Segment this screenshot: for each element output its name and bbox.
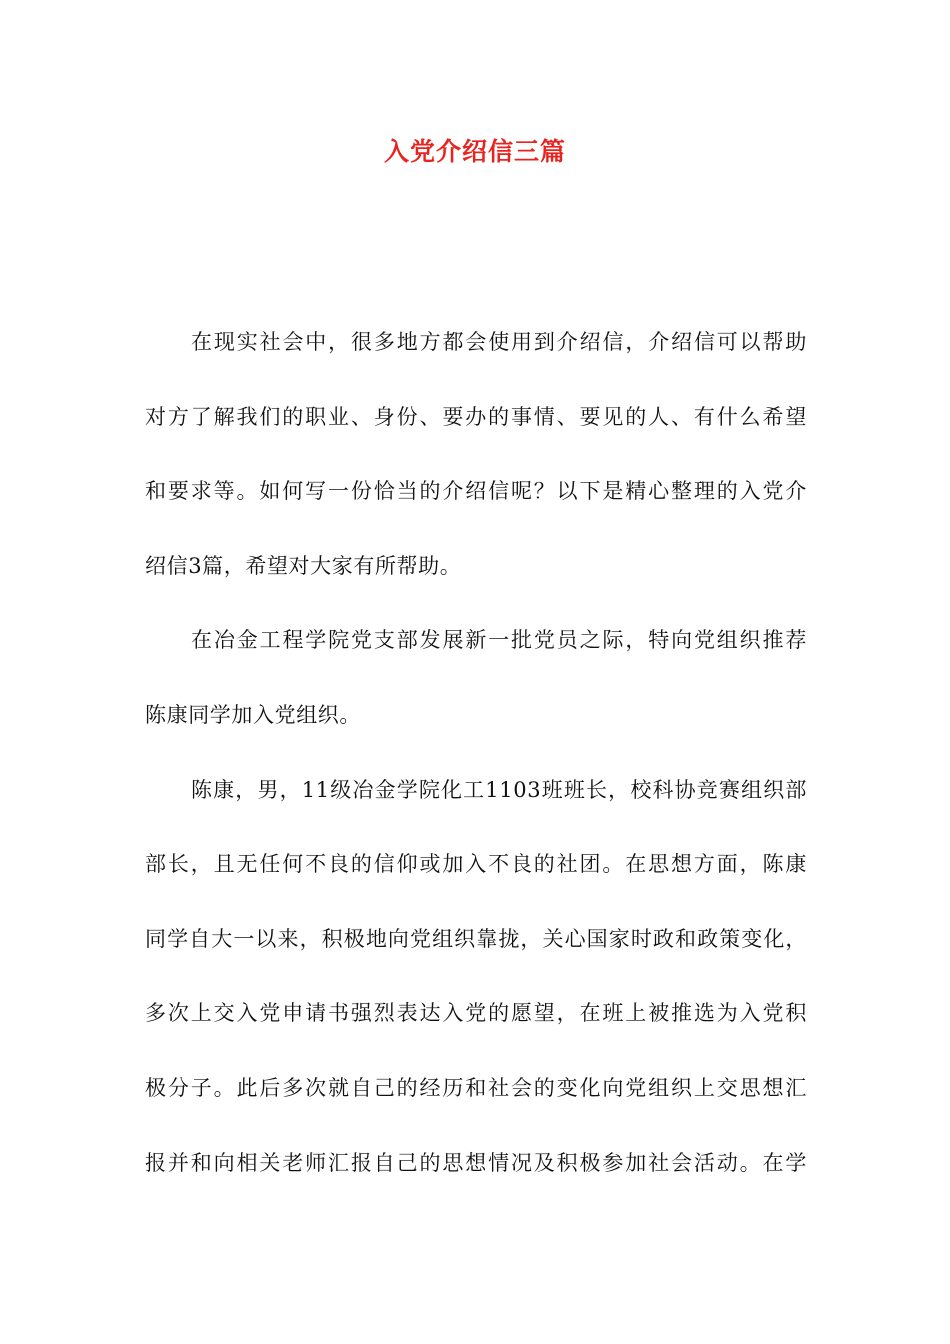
text-line: 多次上交入党申请书强烈表达入党的愿望，在班上被推选为入党积: [145, 1001, 807, 1026]
text-line: 陈康同学加入党组织。: [145, 702, 361, 727]
text-line: 陈康，男，11级冶金学院化工1103班班长，校科协竞赛组织部: [191, 777, 807, 802]
text-line: 对方了解我们的职业、身份、要办的事情、要见的人、有什么希望: [145, 404, 807, 429]
text-line: 部长，且无任何不良的信仰或加入不良的社团。在思想方面，陈康: [145, 852, 807, 877]
document-body: [145, 322, 807, 1217]
document-title: 入党介绍信三篇: [383, 137, 566, 166]
text-line: 在冶金工程学院党支部发展新一批党员之际，特向党组织推荐: [191, 628, 807, 653]
text-line: 和要求等。如何写一份恰当的介绍信呢？以下是精心整理的入党介: [145, 479, 807, 504]
text-line: 极分子。此后多次就自己的经历和社会的变化向党组织上交思想汇: [145, 1075, 807, 1100]
text-line: 绍信3篇，希望对大家有所帮助。: [145, 553, 462, 578]
text-line: 报并和向相关老师汇报自己的思想情况及积极参加社会活动。在学: [145, 1150, 807, 1175]
text-line: 同学自大一以来，积极地向党组织靠拢，关心国家时政和政策变化，: [145, 926, 807, 951]
text-line: 在现实社会中，很多地方都会使用到介绍信，介绍信可以帮助: [191, 330, 807, 354]
